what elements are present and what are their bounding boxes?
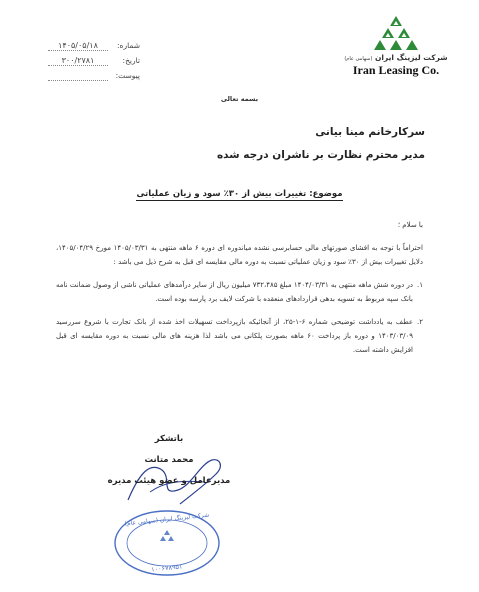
number-label: شماره:	[117, 41, 140, 50]
letter-meta	[40, 38, 140, 83]
list-item	[56, 278, 423, 306]
list-item-text: در دوره شش ماهه منتهی به ۱۴۰۴/۰۳/۳۱ مبلغ ۷۳۲،۴۸۵ میلیون ریال از سایر درآمدهای عملیاتی ناشی از وصول ضمانت نامه بانک سپه مربوط به تسویه بدهی قراردادهای منعقده با شرکت لایف برد پارسه بوده است.	[56, 281, 413, 303]
recipient-name: سرکارخانم مینا بیانی	[315, 126, 425, 138]
iran-leasing-logo-icon	[370, 14, 422, 52]
attachment-label: پیوست:	[115, 71, 140, 80]
subject-underline	[136, 189, 342, 201]
list-item-text: عطف به یادداشت توضیحی شماره ۶-۱-۲۵، از آنجائیکه بازپرداخت تسهیلات اخذ شده از بانک تجارت با شروع سررسید ۱۴۰۳/۰۳/۰۹ و دوره باز پرداخت ۶۰ ماهه بصورت پلکانی می باشد لذا هزینه های مالی نسبت به دوره مقایسه ای قبل افزایش داشته است.	[56, 318, 414, 354]
attachment-value	[48, 71, 108, 81]
company-logo-block	[341, 14, 451, 78]
letter-number-row	[40, 38, 140, 53]
list-item	[56, 315, 423, 357]
letter-attachment-row	[40, 68, 140, 83]
company-stamp	[112, 508, 222, 578]
list-item-number: ۱.	[417, 281, 423, 289]
date-value: ۳۰۰/۲۷۸۱	[48, 56, 108, 66]
company-name-en: Iran Leasing Co.	[352, 63, 440, 77]
stamp-text: شرکت لیزینگ ایران (سهامی عام)	[124, 511, 210, 528]
greeting: با سلام ؛	[397, 221, 423, 229]
subject-text: تغییرات بیش از ۳۰٪ سود و زیان عملیاتی	[136, 189, 307, 199]
company-name-fa: شرکت لیزینگ ایران (سهامی عام)	[344, 53, 448, 62]
signoff-block	[104, 434, 234, 486]
closing-text: باتشکر	[154, 434, 184, 444]
letter-body	[56, 218, 423, 357]
signer-title: مدیرعامل و عضو هیئت مدیره	[107, 476, 231, 486]
number-value: ۱۴۰۵/۰۵/۱۸	[48, 41, 108, 51]
signer-name: محمد متانت	[144, 455, 194, 465]
date-label: تاریخ:	[122, 56, 140, 65]
list-item-number: ۲.	[417, 318, 423, 326]
letter-date-row	[40, 53, 140, 68]
stamp-number: ۱۰۰۶۷۸۹۵۱	[150, 562, 183, 574]
bismillah: بسمه تعالی	[220, 95, 259, 103]
subject-label: موضوع:	[309, 189, 343, 199]
intro-paragraph: احتراماً با توجه به افشای صورتهای مالی حسابرسی نشده میاندوره ای دوره ۶ ماهه منتهی به ۱۴۰۵/۰۳/۳۱ مورخ ۱۴۰۵/۰۴/۲۹، دلایل تغییرات بیش از ۳۰٪ سود و زیان عملیاتی نسبت به دوره مالی مقایسه ای قبل به شرح ذیل می باشد :	[56, 244, 423, 266]
recipient-title: مدیر محترم نظارت بر ناشران درجه شده	[216, 149, 425, 161]
recipient-block	[217, 126, 425, 161]
subject-line	[0, 189, 479, 199]
